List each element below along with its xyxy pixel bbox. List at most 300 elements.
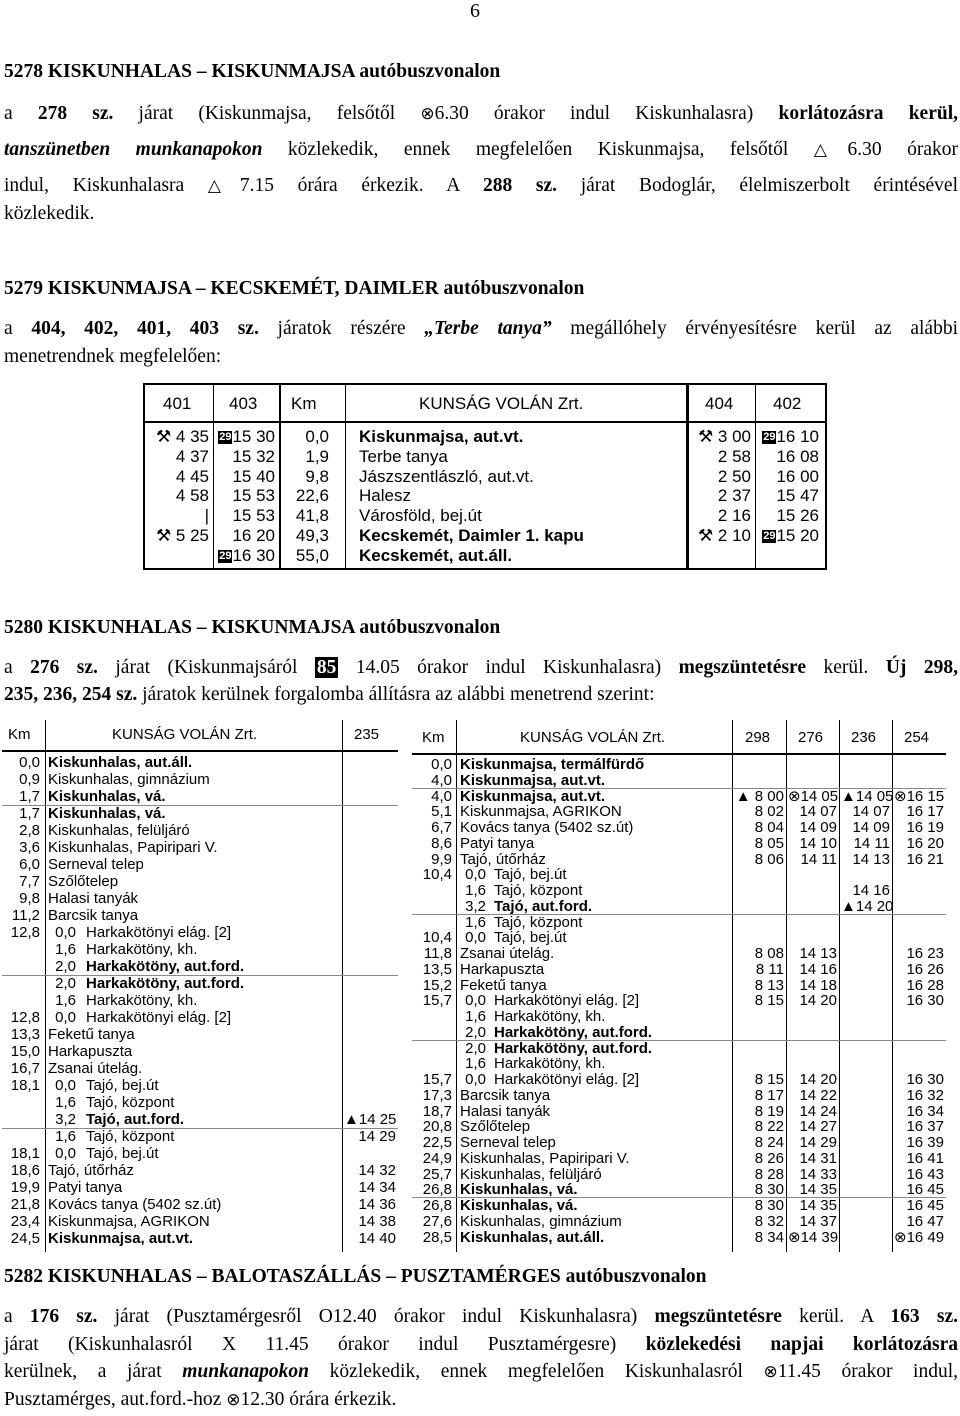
day-code-box: 29	[763, 530, 776, 543]
km-value: 4,0	[431, 771, 452, 789]
text-run: korlátozásra kerül,	[778, 103, 959, 124]
time-403	[213, 447, 275, 467]
time-254: 16 28	[906, 976, 944, 994]
stop-name: Tajó, aut.ford.	[494, 897, 593, 915]
stop-name: Kovács tanya (5402 sz.út)	[48, 1196, 222, 1213]
km-value: 27,6	[422, 1212, 452, 1230]
paragraph-line	[4, 200, 958, 228]
km-value: 15,2	[422, 976, 452, 994]
stop-name: Halasi tanyák	[460, 1102, 551, 1120]
stop-name: Halesz	[359, 486, 411, 506]
stop-name: Kecskemét, aut.áll.	[359, 545, 513, 565]
time-254: 16 41	[906, 1149, 944, 1167]
stop-name: Patyi tanya	[48, 1179, 123, 1196]
paragraph-line	[4, 1386, 958, 1414]
text-run: menetrendnek megfelelően:	[4, 346, 222, 367]
km-sub-value: 1,6	[465, 913, 486, 931]
time-value: 16 08	[776, 446, 819, 466]
km-sub-value: 1,6	[465, 882, 486, 899]
text-run: 404, 402, 401, 403 sz.	[31, 318, 259, 339]
day-code-box: 29	[219, 431, 232, 444]
stop-name: Kiskunmajsa, AGRIKON	[460, 803, 622, 821]
day-symbol: ⊗	[763, 1362, 778, 1382]
stop-name: Kiskunhalas, felüljáró	[460, 1165, 602, 1183]
time-276: ⊗14 39	[788, 1228, 839, 1246]
time-235: 14 34	[358, 1179, 396, 1196]
timetable-5279	[143, 383, 827, 570]
text-run: 11.45 órakor indul,	[777, 1361, 959, 1382]
stop-name: Kiskunhalas, Papiripari V.	[48, 839, 218, 856]
stop-name: Kiskunhalas, gimnázium	[48, 771, 210, 788]
time-235: 14 36	[358, 1196, 396, 1213]
time-value: 15 32	[232, 446, 275, 466]
stop-name: Feketű tanya	[460, 976, 547, 994]
paragraph-line	[4, 1303, 958, 1331]
stop-name: Kiskunhalas, vá.	[48, 788, 166, 805]
time-236: 14 09	[852, 819, 890, 836]
stop-name: Harkakötönyi elág. [2]	[494, 1071, 640, 1088]
time-298: 8 04	[754, 819, 784, 836]
text-run: munkanapokon	[182, 1361, 310, 1382]
time-236: ▲14 20	[841, 897, 894, 915]
stop-name: Kiskunhalas, vá.	[460, 1197, 578, 1214]
route-code-box: 85	[316, 657, 337, 678]
time-254: 16 20	[906, 834, 944, 852]
time-276: 14 07	[799, 803, 837, 821]
time-254: 16 32	[906, 1086, 944, 1104]
day-code-box: 29	[219, 549, 232, 562]
timetable-header	[412, 720, 946, 755]
stop-name: Harkapuszta	[48, 1043, 133, 1060]
time-404: 2 50	[717, 466, 751, 486]
time-276: 14 33	[799, 1165, 837, 1183]
day-symbol: △	[207, 176, 240, 196]
text-run: 12.30 órára érkezik.	[240, 1389, 397, 1410]
paragraph-line	[4, 1331, 958, 1359]
text-run: közlekedik, ennek megfelelően Kiskunhalasról	[309, 1361, 764, 1382]
time-254: 16 23	[906, 945, 944, 962]
km-sub-value: 2,0	[465, 1023, 486, 1041]
stop-name: Tajó, bej.út	[494, 866, 567, 884]
time-235: ▲14 25	[344, 1111, 397, 1128]
km-value: 3,6	[19, 839, 40, 856]
stop-name: Kiskunhalas, gimnázium	[460, 1212, 622, 1230]
time-298: 8 05	[754, 834, 784, 852]
stop-name: Tajó, útőrház	[460, 850, 546, 868]
timetable-5280-right	[412, 720, 946, 1252]
km-value: 6,0	[19, 856, 40, 873]
time-value: 15 30	[232, 427, 275, 446]
stop-name: Szőlőtelep	[48, 873, 119, 890]
km-value: 11,2	[11, 907, 40, 924]
km-sub-value: 0,0	[55, 1077, 76, 1094]
stop-name: Jászszentlászló, aut.vt.	[359, 466, 534, 486]
text-run: „Terbe tanya”	[424, 318, 552, 339]
time-298: ▲ 8 00	[735, 787, 784, 805]
km-value: 15,7	[422, 1071, 452, 1088]
time-235: 14 32	[358, 1162, 396, 1179]
km-value: 12,8	[10, 1009, 40, 1026]
time-402	[757, 526, 819, 546]
km-sub-value: 1,6	[55, 1128, 76, 1145]
time-298: 8 24	[754, 1134, 784, 1151]
km-sub-value: 3,2	[465, 897, 486, 915]
time-401: 4 45	[175, 466, 209, 486]
km-value: 18,6	[10, 1162, 40, 1179]
stop-name: Harkakötönyi elág. [2]	[86, 1009, 232, 1026]
time-value: 16 20	[232, 526, 275, 545]
time-276: 14 20	[799, 1071, 837, 1088]
time-254: 16 47	[906, 1212, 944, 1230]
text-run: a	[4, 657, 31, 678]
km-value: 9,8	[305, 466, 329, 486]
text-run: megszüntetésre	[678, 657, 806, 678]
paragraph-line	[4, 315, 958, 343]
time-403	[213, 467, 275, 487]
day-symbol: △	[813, 140, 848, 160]
text-run: 6.30 órakor indul Kiskunhalasra)	[434, 103, 779, 124]
km-sub-value: 0,0	[465, 866, 486, 884]
stop-name: Tajó, aut.ford.	[86, 1111, 185, 1128]
col-header-403: 403	[229, 394, 258, 413]
time-276: 14 31	[799, 1149, 837, 1167]
col-header-km: Km	[8, 726, 31, 743]
time-404: 2 37	[717, 486, 751, 506]
stop-name: Kiskunhalas, aut.áll.	[48, 754, 193, 771]
time-254: ⊗16 49	[894, 1228, 945, 1246]
km-value: 16,7	[10, 1060, 40, 1077]
col-header-235: 235	[354, 726, 380, 743]
time-276: 14 29	[799, 1134, 837, 1151]
time-298: 8 15	[754, 1071, 784, 1088]
stop-name: Harkapuszta	[460, 960, 545, 978]
paragraph-line	[4, 172, 958, 200]
col-header-404: 404	[705, 394, 734, 413]
km-sub-value: 1,6	[465, 1008, 486, 1025]
time-276: 14 09	[799, 819, 837, 836]
stop-name: Serneval telep	[48, 856, 144, 873]
stop-name: Kiskunmajsa, aut.vt.	[48, 1230, 194, 1247]
day-symbol: ⊗	[226, 1390, 241, 1410]
time-276: 14 35	[799, 1197, 837, 1214]
stop-name: Kiskunmajsa, AGRIKON	[48, 1213, 210, 1230]
km-value: 4,0	[431, 787, 452, 805]
time-value: 15 47	[776, 486, 819, 506]
section-heading-5279: 5279 KISKUNMAJSA – KECSKEMÉT, DAIMLER autóbuszvonalon	[4, 278, 585, 299]
stop-name: Feketű tanya	[48, 1026, 135, 1043]
col-header-company: KUNSÁG VOLÁN Zrt.	[419, 394, 584, 413]
paragraph-line	[4, 136, 958, 164]
time-value: 15 26	[776, 506, 819, 526]
time-401: ⚒ 4 35	[155, 427, 209, 446]
km-value: 11,8	[423, 945, 452, 962]
col-header-401: 401	[163, 394, 192, 413]
text-run: kerülnek, a járat	[4, 1361, 183, 1382]
time-298: 8 19	[754, 1102, 784, 1120]
text-run: megállóhely érvényesítésre kerül az alábbi	[551, 318, 958, 339]
text-run: közlekedik.	[4, 203, 95, 224]
time-403	[213, 486, 275, 506]
time-254: 16 30	[906, 992, 944, 1010]
stop-name: Tajó, központ	[494, 913, 583, 931]
paragraph-line	[4, 681, 958, 709]
stop-name: Harkakötöny, kh.	[494, 1055, 606, 1073]
km-value: 20,8	[422, 1118, 452, 1136]
km-value: 1,9	[305, 446, 329, 466]
stop-name: Harkakötönyi elág. [2]	[494, 992, 640, 1010]
col-header-402: 402	[773, 394, 802, 413]
text-run: 288 sz.	[482, 175, 558, 196]
time-276: 14 13	[799, 945, 837, 962]
km-sub-value: 0,0	[55, 924, 76, 941]
time-254: 16 17	[906, 803, 944, 821]
stop-name: Harkakötöny, kh.	[494, 1008, 606, 1025]
km-value: 12,8	[10, 924, 40, 941]
text-run: járat Bodoglár, élelmiszerbolt érintésével	[557, 175, 959, 196]
time-254: 16 19	[906, 819, 944, 836]
time-298: 8 32	[754, 1212, 784, 1230]
text-run: 14.05 órakor indul Kiskunhalasra)	[338, 657, 679, 678]
text-run: a	[4, 103, 38, 124]
stop-name: Kiskunmajsa, termálfürdő	[460, 756, 645, 773]
text-run: járat (Pusztamérgesről O12.40 órakor indul Kiskunhalasra)	[97, 1306, 655, 1327]
km-value: 1,7	[19, 788, 40, 805]
time-402	[757, 506, 819, 526]
time-298: 8 17	[754, 1086, 784, 1104]
km-sub-value: 1,6	[55, 1094, 76, 1111]
time-235: 14 40	[358, 1230, 396, 1247]
time-403	[213, 526, 275, 546]
time-276: 14 11	[800, 850, 837, 868]
col-header-km: Km	[422, 729, 445, 746]
stop-name: Kecskemét, Daimler 1. kapu	[359, 526, 584, 545]
time-276: 14 37	[799, 1212, 837, 1230]
time-value: 16 00	[776, 466, 819, 486]
km-value: 6,7	[431, 819, 452, 836]
stop-name: Kiskunmajsa, aut.vt.	[460, 787, 606, 805]
time-value: 16 30	[232, 545, 275, 565]
time-298: 8 26	[754, 1149, 784, 1167]
stop-name: Serneval telep	[460, 1134, 556, 1151]
time-236: 14 16	[852, 882, 890, 899]
km-value: 18,7	[422, 1102, 452, 1120]
km-value: 13,5	[422, 960, 452, 978]
stop-name: Harkakötöny, kh.	[86, 941, 198, 958]
km-value: 22,6	[295, 486, 329, 506]
km-sub-value: 1,6	[465, 1055, 486, 1073]
stop-name: Kiskunmajsa, aut.vt.	[359, 427, 524, 446]
km-value: 24,9	[422, 1149, 452, 1167]
time-298: 8 11	[755, 960, 784, 978]
km-value: 9,9	[431, 850, 452, 868]
km-value: 28,5	[422, 1228, 452, 1246]
km-sub-value: 0,0	[55, 1145, 76, 1162]
section-heading-5278: 5278 KISKUNHALAS – KISKUNMAJSA autóbuszvonalon	[4, 61, 501, 82]
stop-name: Tajó, központ	[494, 882, 583, 899]
time-402	[757, 427, 819, 447]
time-276: 14 24	[799, 1102, 837, 1120]
text-run: 7.15 órára érkezik. A	[239, 175, 483, 196]
stop-name: Tajó, bej.út	[86, 1145, 159, 1162]
section-heading-5280: 5280 KISKUNHALAS – KISKUNMAJSA autóbuszvonalon	[4, 617, 501, 638]
time-254: ⊗16 15	[894, 787, 945, 805]
time-276: ⊗14 05	[788, 787, 839, 805]
col-header-276: 276	[798, 729, 824, 746]
table-row	[145, 427, 825, 447]
text-run: Pusztamérges, aut.ford.-hoz	[4, 1389, 227, 1410]
km-value: 18,1	[10, 1077, 40, 1094]
time-403	[213, 546, 275, 566]
stop-name: Kiskunhalas, Papiripari V.	[460, 1149, 630, 1167]
time-value: 15 53	[232, 486, 275, 506]
time-236: 14 13	[852, 850, 890, 868]
time-276: 14 27	[799, 1118, 837, 1136]
col-header-company: KUNSÁG VOLÁN Zrt.	[112, 726, 258, 743]
stop-name: Zsanai útelág.	[48, 1060, 143, 1077]
paragraph-line	[4, 654, 958, 682]
km-value: 10,4	[422, 866, 452, 884]
time-254: 16 26	[906, 960, 944, 978]
km-value: 15,0	[10, 1043, 40, 1060]
time-298: 8 15	[754, 992, 784, 1010]
stop-name: Patyi tanya	[460, 834, 535, 852]
stop-name: Harkakötöny, aut.ford.	[494, 1023, 653, 1041]
text-run: indul, Kiskunhalasra	[4, 175, 208, 196]
time-298: 8 30	[754, 1197, 784, 1214]
stop-name: Harkakötöny, aut.ford.	[86, 975, 245, 992]
text-run: 278 sz.	[37, 103, 114, 124]
time-276: 14 16	[799, 960, 837, 978]
km-value: 22,5	[422, 1134, 452, 1151]
km-value: 23,4	[10, 1213, 40, 1230]
km-value: 8,6	[431, 834, 452, 852]
text-run: közlekedési napjai korlátozásra	[645, 1334, 958, 1355]
time-298: 8 06	[754, 850, 784, 868]
stop-name: Tajó, bej.út	[86, 1077, 159, 1094]
col-header-236: 236	[851, 729, 877, 746]
km-value: 15,7	[422, 992, 452, 1010]
text-run: közlekedik, ennek megfelelően Kiskunmajsa, felsőtől	[262, 139, 814, 160]
time-401: ⚒ 5 25	[155, 526, 209, 545]
time-235: 14 38	[358, 1213, 396, 1230]
text-run: tanszünetben munkanapokon	[4, 139, 263, 160]
km-sub-value: 1,6	[55, 992, 76, 1009]
km-value: 0,9	[19, 771, 40, 788]
stop-name: Halasi tanyák	[48, 890, 139, 907]
time-value: 15 53	[232, 506, 275, 526]
timetable-5280-left	[2, 720, 398, 1252]
km-sub-value: 2,0	[55, 958, 76, 975]
table-row	[145, 526, 825, 546]
km-sub-value: 2,0	[465, 1039, 486, 1057]
col-header-254: 254	[904, 729, 930, 746]
text-run: 6.30 órakor	[847, 139, 958, 160]
km-sub-value: 0,0	[465, 992, 486, 1010]
text-run: járat (Kiskunhalasról X 11.45 órakor indul Pusztamérgesre)	[4, 1334, 646, 1355]
stop-name: Tajó, bej.út	[494, 929, 567, 947]
section-heading-5282: 5282 KISKUNHALAS – BALOTASZÁLLÁS – PUSZTAMÉRGES autóbuszvonalon	[4, 1266, 707, 1287]
km-value: 21,8	[10, 1196, 40, 1213]
km-value: 5,1	[431, 803, 452, 821]
time-401: |	[204, 506, 209, 526]
stop-name: Kiskunhalas, felüljáró	[48, 822, 190, 839]
time-298: 8 34	[754, 1228, 784, 1246]
stop-name: Kiskunmajsa, aut.vt.	[460, 771, 606, 789]
table-row	[145, 447, 825, 467]
km-sub-value: 3,2	[55, 1111, 76, 1128]
km-value: 0,0	[19, 754, 40, 771]
km-sub-value: 0,0	[465, 929, 486, 947]
stop-name: Barcsik tanya	[460, 1086, 551, 1104]
page-number: 6	[470, 0, 480, 22]
text-run: járat (Kiskunmajsa, felsőtől	[113, 103, 421, 124]
km-value: 26,8	[422, 1181, 452, 1199]
time-298: 8 08	[754, 945, 784, 962]
time-401: 4 37	[175, 446, 209, 466]
stop-name: Kiskunhalas, vá.	[460, 1181, 578, 1199]
time-value: 16 10	[776, 427, 819, 446]
time-404: ⚒ 3 00	[697, 427, 751, 446]
stop-name: Tajó, központ	[86, 1094, 175, 1111]
km-value: 7,7	[19, 873, 40, 890]
text-run: járatok részére	[258, 318, 425, 339]
time-254: 16 30	[906, 1071, 944, 1088]
stop-name: Városföld, bej.út	[359, 506, 482, 526]
col-header-298: 298	[745, 729, 771, 746]
time-298: 8 22	[754, 1118, 784, 1136]
time-402	[757, 467, 819, 487]
text-run: a	[4, 318, 32, 339]
table-row	[145, 467, 825, 487]
timetable-header	[2, 720, 398, 752]
time-401: 4 58	[175, 486, 209, 506]
time-236: 14 07	[852, 803, 890, 821]
stop-name: Tajó, központ	[86, 1128, 175, 1145]
time-276: 14 22	[799, 1086, 837, 1104]
km-value: 41,8	[295, 506, 329, 526]
stop-name: Kiskunhalas, vá.	[48, 805, 166, 822]
time-254: 16 34	[906, 1102, 944, 1120]
time-276: 14 18	[799, 976, 837, 994]
paragraph-line	[4, 1358, 958, 1386]
stop-name: Szőlőtelep	[460, 1118, 531, 1136]
time-402	[757, 447, 819, 467]
time-236: ▲14 05	[841, 787, 894, 805]
text-run: járatok kerülnek forgalomba állításra az alábbi menetrend szerint:	[137, 684, 655, 705]
text-run: a	[4, 1306, 30, 1327]
table-row	[145, 486, 825, 506]
time-254: 16 37	[906, 1118, 944, 1136]
km-sub-value: 0,0	[55, 1009, 76, 1026]
text-run: kerül.	[806, 657, 886, 678]
km-value: 18,1	[10, 1145, 40, 1162]
km-sub-value: 2,0	[55, 975, 76, 992]
stop-name: Harkakötöny, aut.ford.	[494, 1039, 653, 1057]
stop-name: Kovács tanya (5402 sz.út)	[460, 819, 634, 836]
text-run: 163 sz.	[890, 1306, 958, 1327]
stop-name: Harkakötönyi elág. [2]	[86, 924, 232, 941]
time-254: 16 21	[906, 850, 944, 868]
km-value: 10,4	[422, 929, 452, 947]
time-235: 14 29	[358, 1128, 396, 1145]
timetable-header	[145, 385, 825, 423]
stop-name: Kiskunhalas, aut.áll.	[460, 1228, 605, 1246]
time-404: ⚒ 2 10	[697, 526, 751, 545]
stop-name: Terbe tanya	[359, 446, 448, 466]
stop-name: Barcsik tanya	[48, 907, 139, 924]
time-value: 15 20	[776, 526, 819, 545]
time-236: 14 11	[853, 834, 890, 852]
